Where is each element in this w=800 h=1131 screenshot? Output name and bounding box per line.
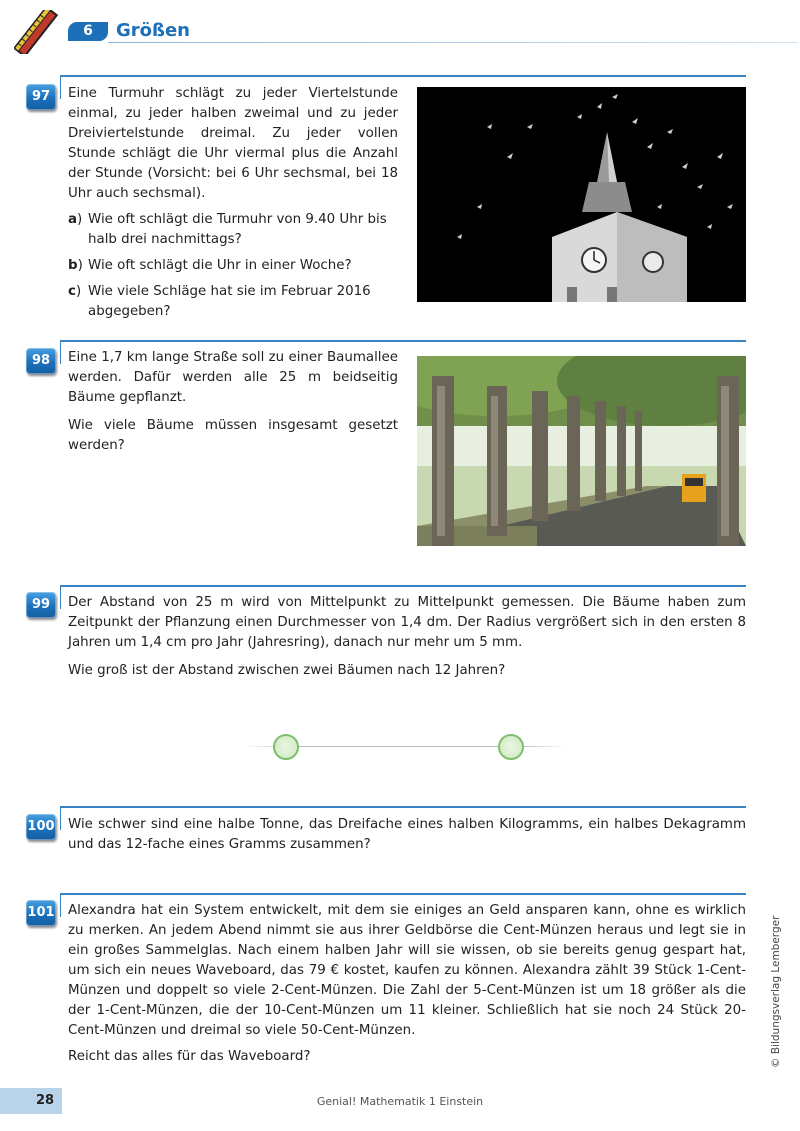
subtask-b: b) Wie oft schlägt die Uhr in einer Woche? [68, 256, 398, 276]
task-paragraph: Eine 1,7 km lange Straße soll zu einer Baumallee werden. Dafür werden alle 25 m beidseitig Bäume gepflanzt. [68, 350, 398, 405]
book-title: Genial! Mathematik 1 Einstein [316, 1095, 484, 1108]
task-number-badge: 101 [26, 900, 56, 926]
subtask-c: c) Wie viele Schläge hat sie im Februar 2016 abgegeben? [68, 282, 398, 322]
task-question: Wie groß ist der Abstand zwischen zwei Bäumen nach 12 Jahren? [68, 663, 506, 678]
tree-avenue-photo [417, 356, 746, 546]
task-100-text [68, 815, 746, 855]
header-divider [108, 42, 798, 43]
task-100-marker [60, 806, 61, 830]
task-number-badge: 100 [26, 814, 56, 840]
task-question: Reicht das alles für das Waveboard? [68, 1049, 311, 1064]
page-number: 28 [36, 1093, 55, 1108]
ruler-icon [14, 10, 58, 54]
clock-tower-photo [417, 87, 746, 302]
tree-circle-left [273, 734, 299, 760]
subtask-text: Wie oft schlägt die Turmuhr von 9.40 Uhr bis halb drei nachmittags? [88, 212, 387, 247]
task-99-marker [60, 585, 61, 609]
task-98-text [68, 348, 398, 456]
task-101-marker [60, 893, 61, 917]
task-97-rule [60, 75, 746, 77]
subtask-a: a) Wie oft schlägt die Turmuhr von 9.40 Uhr bis halb drei nachmittags? [68, 210, 398, 250]
task-97-text [68, 84, 398, 322]
task-99-rule [60, 585, 746, 587]
chapter-title: Größen [116, 20, 190, 41]
task-98-rule [60, 340, 746, 342]
subtask-text: Wie oft schlägt die Uhr in einer Woche? [88, 258, 352, 273]
task-101-text [68, 901, 746, 1067]
task-number-badge: 97 [26, 84, 56, 110]
subtask-text: Wie viele Schläge hat sie im Februar 2016 abgegeben? [88, 284, 371, 319]
task-number-badge: 98 [26, 348, 56, 374]
task-number-badge: 99 [26, 592, 56, 618]
tree-circle-right [498, 734, 524, 760]
copyright-note: © Bildungsverlag Lemberger [770, 915, 782, 1068]
task-101-rule [60, 893, 746, 895]
task-question: Wie viele Bäume müssen insgesamt gesetzt werden? [68, 418, 398, 453]
task-paragraph: Alexandra hat ein System entwickelt, mit dem sie einiges an Geld ansparen kann, ohne es wirklich zu merken. An jedem Abend nimmt sie aus ihrer Geldbörse die Cent-Münzen heraus und legt sie in ein großes Sammelglas. Nach einem halben Jahr will sie wissen, ob sie bereits genug gespart hat, um sich ein neues Waveboard, das 79 € kostet, kaufen zu können. Alexandra zählt 39 Stück 1-Cent-Münzen und doppelt so viele 2-Cent-Münzen. Die Zahl der 5-Cent-Münzen ist um 18 größer als die der 1-Cent-Münzen, die der 10-Cent-Münzen um 11 kleiner. Schließlich hat sie noch 24 Stück 20-Cent-Münzen und dreimal so viele 50-Cent-Münzen. [68, 903, 746, 1038]
tree-distance-diagram [245, 728, 567, 768]
task-paragraph: Eine Turmuhr schlägt zu jeder Viertelstunde einmal, zu jeder halben zweimal und zu jeder Dreiviertelstunde dreimal. Zu jeder vollen Stunde schlägt die Uhr viermal plus die Anzahl der Stunde (Vorsicht: bei 6 Uhr sechsmal, bei 18 Uhr auch sechsmal). [68, 86, 398, 201]
task-paragraph: Wie schwer sind eine halbe Tonne, das Dreifache eines halben Kilogramms, ein halbes Dekagramm und das 12-fache eines Gramms zusammen? [68, 817, 746, 852]
task-paragraph: Der Abstand von 25 m wird von Mittelpunkt zu Mittelpunkt gemessen. Die Bäume haben zum Zeitpunkt der Pflanzung einen Durchmesser von 1,4 dm. Der Radius vergrößert sich in den ersten 8 Jahren um 1,4 cm pro Jahr (Jahresring), danach nur mehr um 5 mm. [68, 595, 746, 650]
task-100-rule [60, 806, 746, 808]
task-97-marker [60, 75, 61, 99]
task-98-marker [60, 340, 61, 364]
task-99-text [68, 593, 746, 681]
chapter-number-badge: 6 [68, 22, 108, 41]
